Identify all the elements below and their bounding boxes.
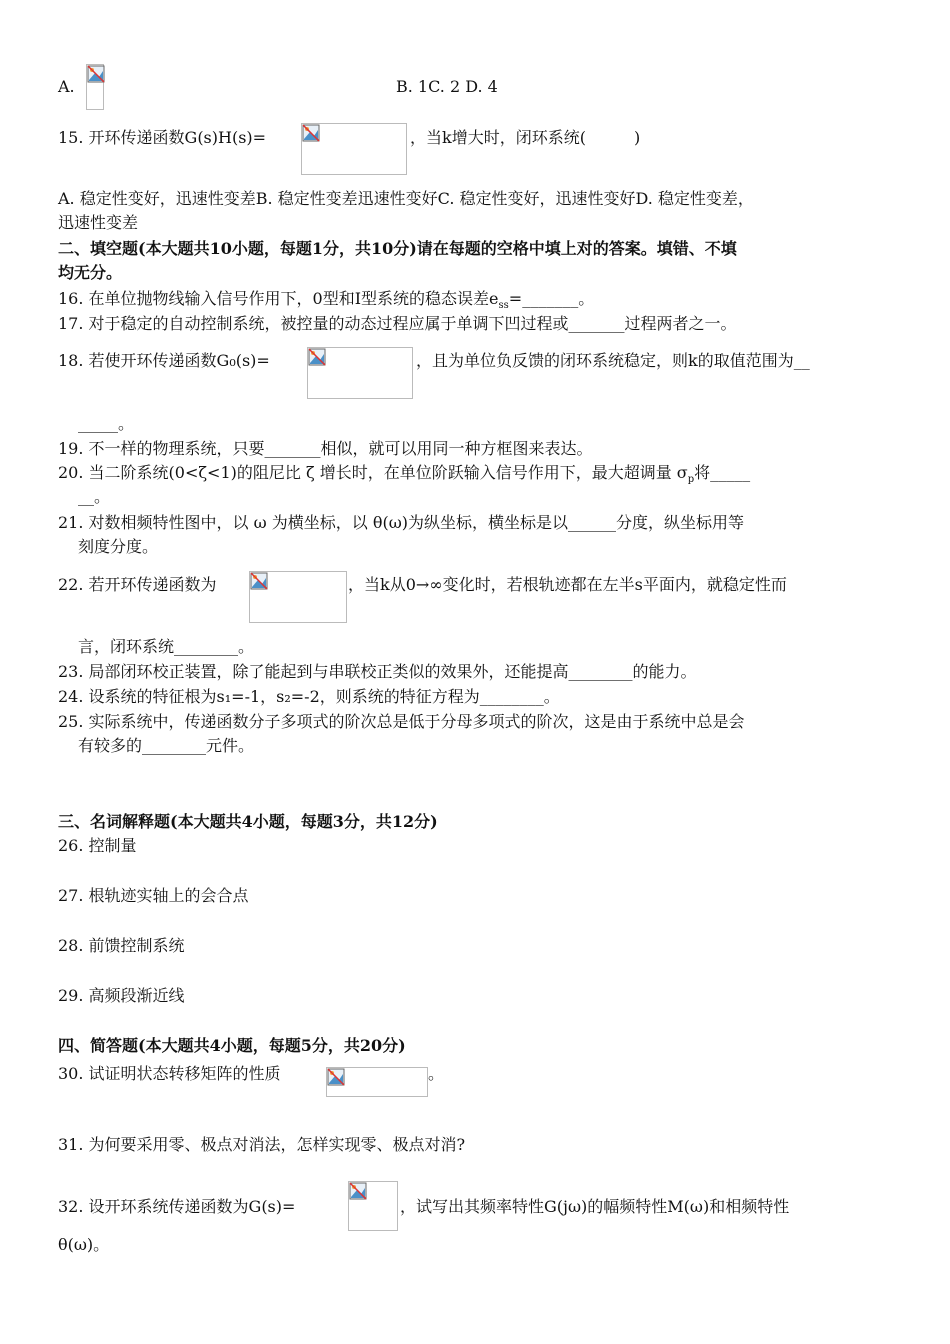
broken-image-icon xyxy=(87,65,105,83)
formula-image xyxy=(301,123,407,175)
q20-subscript: p xyxy=(687,474,695,486)
q31: 31. 为何要采用零、极点对消法，怎样实现零、极点对消? xyxy=(58,1135,466,1154)
formula-image xyxy=(249,571,347,623)
q20-cont: __。 xyxy=(78,487,111,506)
section-heading: 四、简答题(本大题共4小题，每题5分，共20分) xyxy=(58,1036,406,1055)
formula-image xyxy=(307,347,413,399)
q16-blank: =_______。 xyxy=(508,289,595,308)
q27: 27. 根轨迹实轴上的会合点 xyxy=(58,886,249,905)
section-heading: 三、名词解释题(本大题共4小题，每题3分，共12分) xyxy=(58,812,438,831)
broken-image-icon xyxy=(327,1068,345,1086)
broken-image-icon xyxy=(349,1182,367,1200)
broken-image-icon xyxy=(302,124,320,142)
q30-end: 。 xyxy=(428,1064,445,1083)
q14-option-a: A. xyxy=(58,77,75,96)
formula-image xyxy=(348,1181,398,1231)
q22-stem: 22. 若开环传递函数为 xyxy=(58,575,217,594)
q32-stem-end: ，试写出其频率特性G(jω)的幅频特性M(ω)和相频特性 xyxy=(400,1197,790,1216)
q18-stem: 18. 若使开环传递函数G₀(s)= xyxy=(58,351,270,370)
q30-stem: 30. 试证明状态转移矩阵的性质 xyxy=(58,1064,281,1083)
q20 xyxy=(58,462,750,491)
formula-image xyxy=(86,64,104,110)
broken-image-icon xyxy=(250,572,268,590)
q15-stem: 15. 开环传递函数G(s)H(s)= xyxy=(58,128,267,147)
formula-image xyxy=(326,1067,428,1097)
q22-stem-end: ，当k从0→∞变化时，若根轨迹都在左半s平面内，就稳定性而 xyxy=(348,575,787,594)
q25: 25. 实际系统中，传递函数分子多项式的阶次总是低于分母多项式的阶次，这是由于系统中总是会 xyxy=(58,712,745,731)
q15-options-cont: 迅速性变差 xyxy=(58,213,139,232)
q21: 21. 对数相频特性图中，以 ω 为横坐标，以 θ(ω)为纵坐标，横坐标是以______分度，纵坐标用等 xyxy=(58,513,745,532)
q14-options-bcd: B. 1C. 2 D. 4 xyxy=(396,77,498,96)
q24: 24. 设系统的特征根为s₁=-1，s₂=-2，则系统的特征方程为________。 xyxy=(58,687,560,706)
q20-text: 20. 当二阶系统(0<ζ<1)的阻尼比 ζ 增长时，在单位阶跃输入信号作用下，最大超调量 σ xyxy=(58,463,688,482)
q19: 19. 不一样的物理系统，只要_______相似，就可以用同一种方框图来表达。 xyxy=(58,439,593,458)
q25-cont: 有较多的________元件。 xyxy=(78,736,255,755)
section-heading-cont: 均无分。 xyxy=(58,263,123,282)
q29: 29. 高频段渐近线 xyxy=(58,986,185,1005)
q32-stem: 32. 设开环系统传递函数为G(s)= xyxy=(58,1197,296,1216)
q20-blank: 将_____ xyxy=(694,463,751,482)
q23: 23. 局部闭环校正装置，除了能起到与串联校正类似的效果外，还能提高________的能力。 xyxy=(58,662,697,681)
q17: 17. 对于稳定的自动控制系统，被控量的动态过程应属于单调下凹过程或_______过程两者之一。 xyxy=(58,314,737,333)
q16-subscript: ss xyxy=(498,300,509,312)
section-heading: 二、填空题(本大题共10小题，每题1分，共10分)请在每题的空格中填上对的答案。填错、不填 xyxy=(58,239,737,258)
q16-text: 16. 在单位抛物线输入信号作用下，0型和Ⅰ型系统的稳态误差e xyxy=(58,289,499,308)
q26: 26. 控制量 xyxy=(58,836,137,855)
q28: 28. 前馈控制系统 xyxy=(58,936,185,955)
q15-options: A. 稳定性变好，迅速性变差B. 稳定性变差迅速性变好C. 稳定性变好，迅速性变好D. 稳定性变差， xyxy=(58,189,754,208)
q18-cont: _____。 xyxy=(78,414,135,433)
q21-cont: 刻度分度。 xyxy=(78,537,159,556)
broken-image-icon xyxy=(308,348,326,366)
q22-cont: 言，闭环系统________。 xyxy=(78,637,255,656)
q18-stem-end: ，且为单位负反馈的闭环系统稳定，则k的取值范围为__ xyxy=(416,351,810,370)
q32-cont: θ(ω)。 xyxy=(58,1235,110,1254)
q15-stem-end: ，当k增大时，闭环系统( ) xyxy=(410,128,641,147)
